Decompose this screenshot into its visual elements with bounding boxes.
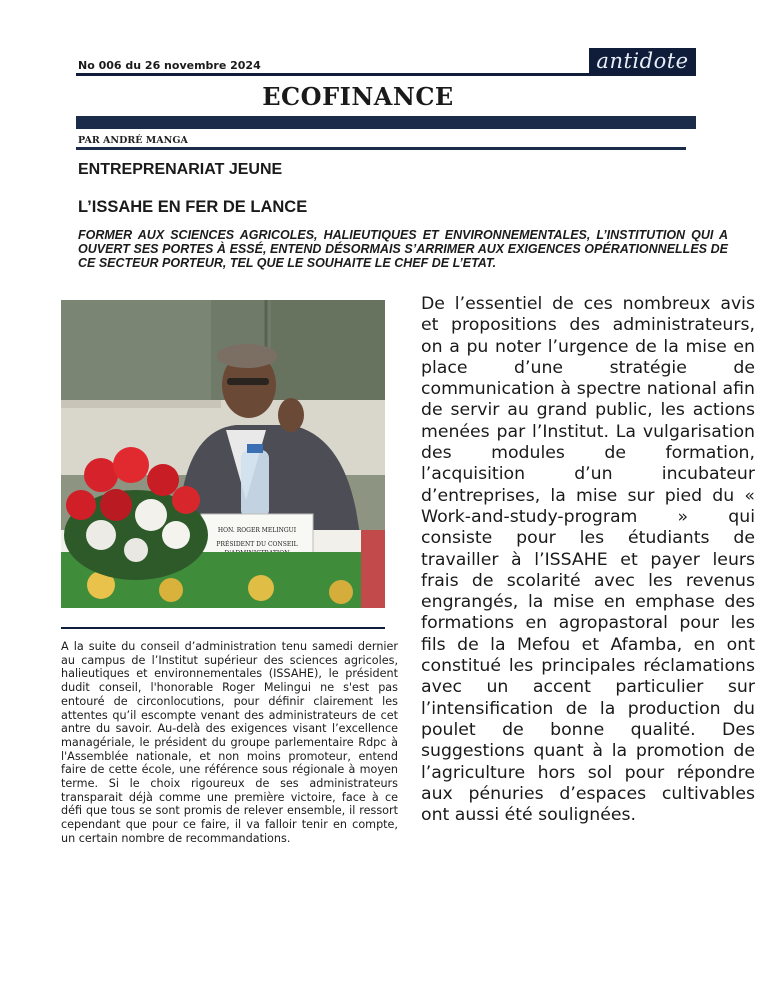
byline-rule [76,147,686,150]
newspaper-logo: antidote [589,48,696,74]
section-title: ECOFINANCE [262,82,454,111]
header-rule [76,73,696,76]
article-kicker: ENTREPRENARIAT JEUNE [78,161,283,178]
article-body-right: De l’essentiel de ces nombreux avis et propositions des administrateurs, on a pu noter l’urgence de la mise en place d’une stratégie de communication à spectre national afin de servir au grand public, les actions menées par l’Institut. La vulgarisation des modules de formation, l’acquisition d’un incubateur d’entreprises, la mise sur pied du « Work-and-study-program » qui consiste pour les étudiants de travailler à l’ISSAHE et payer leurs frais de scolarité avec les revenus engrangés, la mise en emphase des formations en agropastoral pour les fils de la Mefou et Afamba, en ont constitué les principales réclamations avec un accent particulier sur l’intensification de la production du poulet de bonne qualité. Des suggestions quant à la promotion de l’agriculture hors sol pour répondre aux pénuries d’espaces cultivables ont aussi été soulignées. [421,294,755,826]
article-headline: L’ISSAHE EN FER DE LANCE [78,198,308,216]
byline: PAR ANDRÉ MANGA [78,135,188,146]
section-band [76,116,696,129]
photo-rule [61,627,385,629]
placard-line-1: HON. ROGER MELINGUI [217,527,297,534]
article-photo [61,300,385,608]
article-chapeau: FORMER AUX SCIENCES AGRICOLES, HALIEUTIQUES ET ENVIRONNEMENTALES, L’INSTITUTION QUI A OUVERT SES PORTES À ESSÉ, ENTEND DÉSORMAIS S’ARRIMER AUX EXIGENCES OPÉRATIONNELLES DE CE SECTEUR PORTEUR, TEL QUE LE SOUHAITE LE CHEF DE L’ETAT. [78,228,728,270]
issue-date: No 006 du 26 novembre 2024 [78,59,261,72]
placard-line-2: PRÉSIDENT DU CONSEIL [216,541,298,548]
article-body-left: A la suite du conseil d’administration tenu samedi dernier au campus de l’Institut supérieur des sciences agricoles, halieutiques et environnementales (ISSAHE), le président dudit conseil, l'honorable Roger Melingui ne s'est pas entouré de circonlocutions, pour définir clairement les attentes qu’il escompte venant des administrateurs de cet antre du savoir. Au-delà des exigences visant l’excellence managériale, le président du groupe parlementaire Rdpc à l'Assemblée nationale, et non moins promoteur, entend faire de cette école, une référence sous régionale à moyen terme. Si le choix rigoureux de ses administrateurs transparait déjà comme une première victoire, face à ce défi que tous se sont promis de relever ensemble, il ressort cependant que pour ce faire, il va falloir tenir en compte, un certain nombre de recommandations. [61,640,398,845]
